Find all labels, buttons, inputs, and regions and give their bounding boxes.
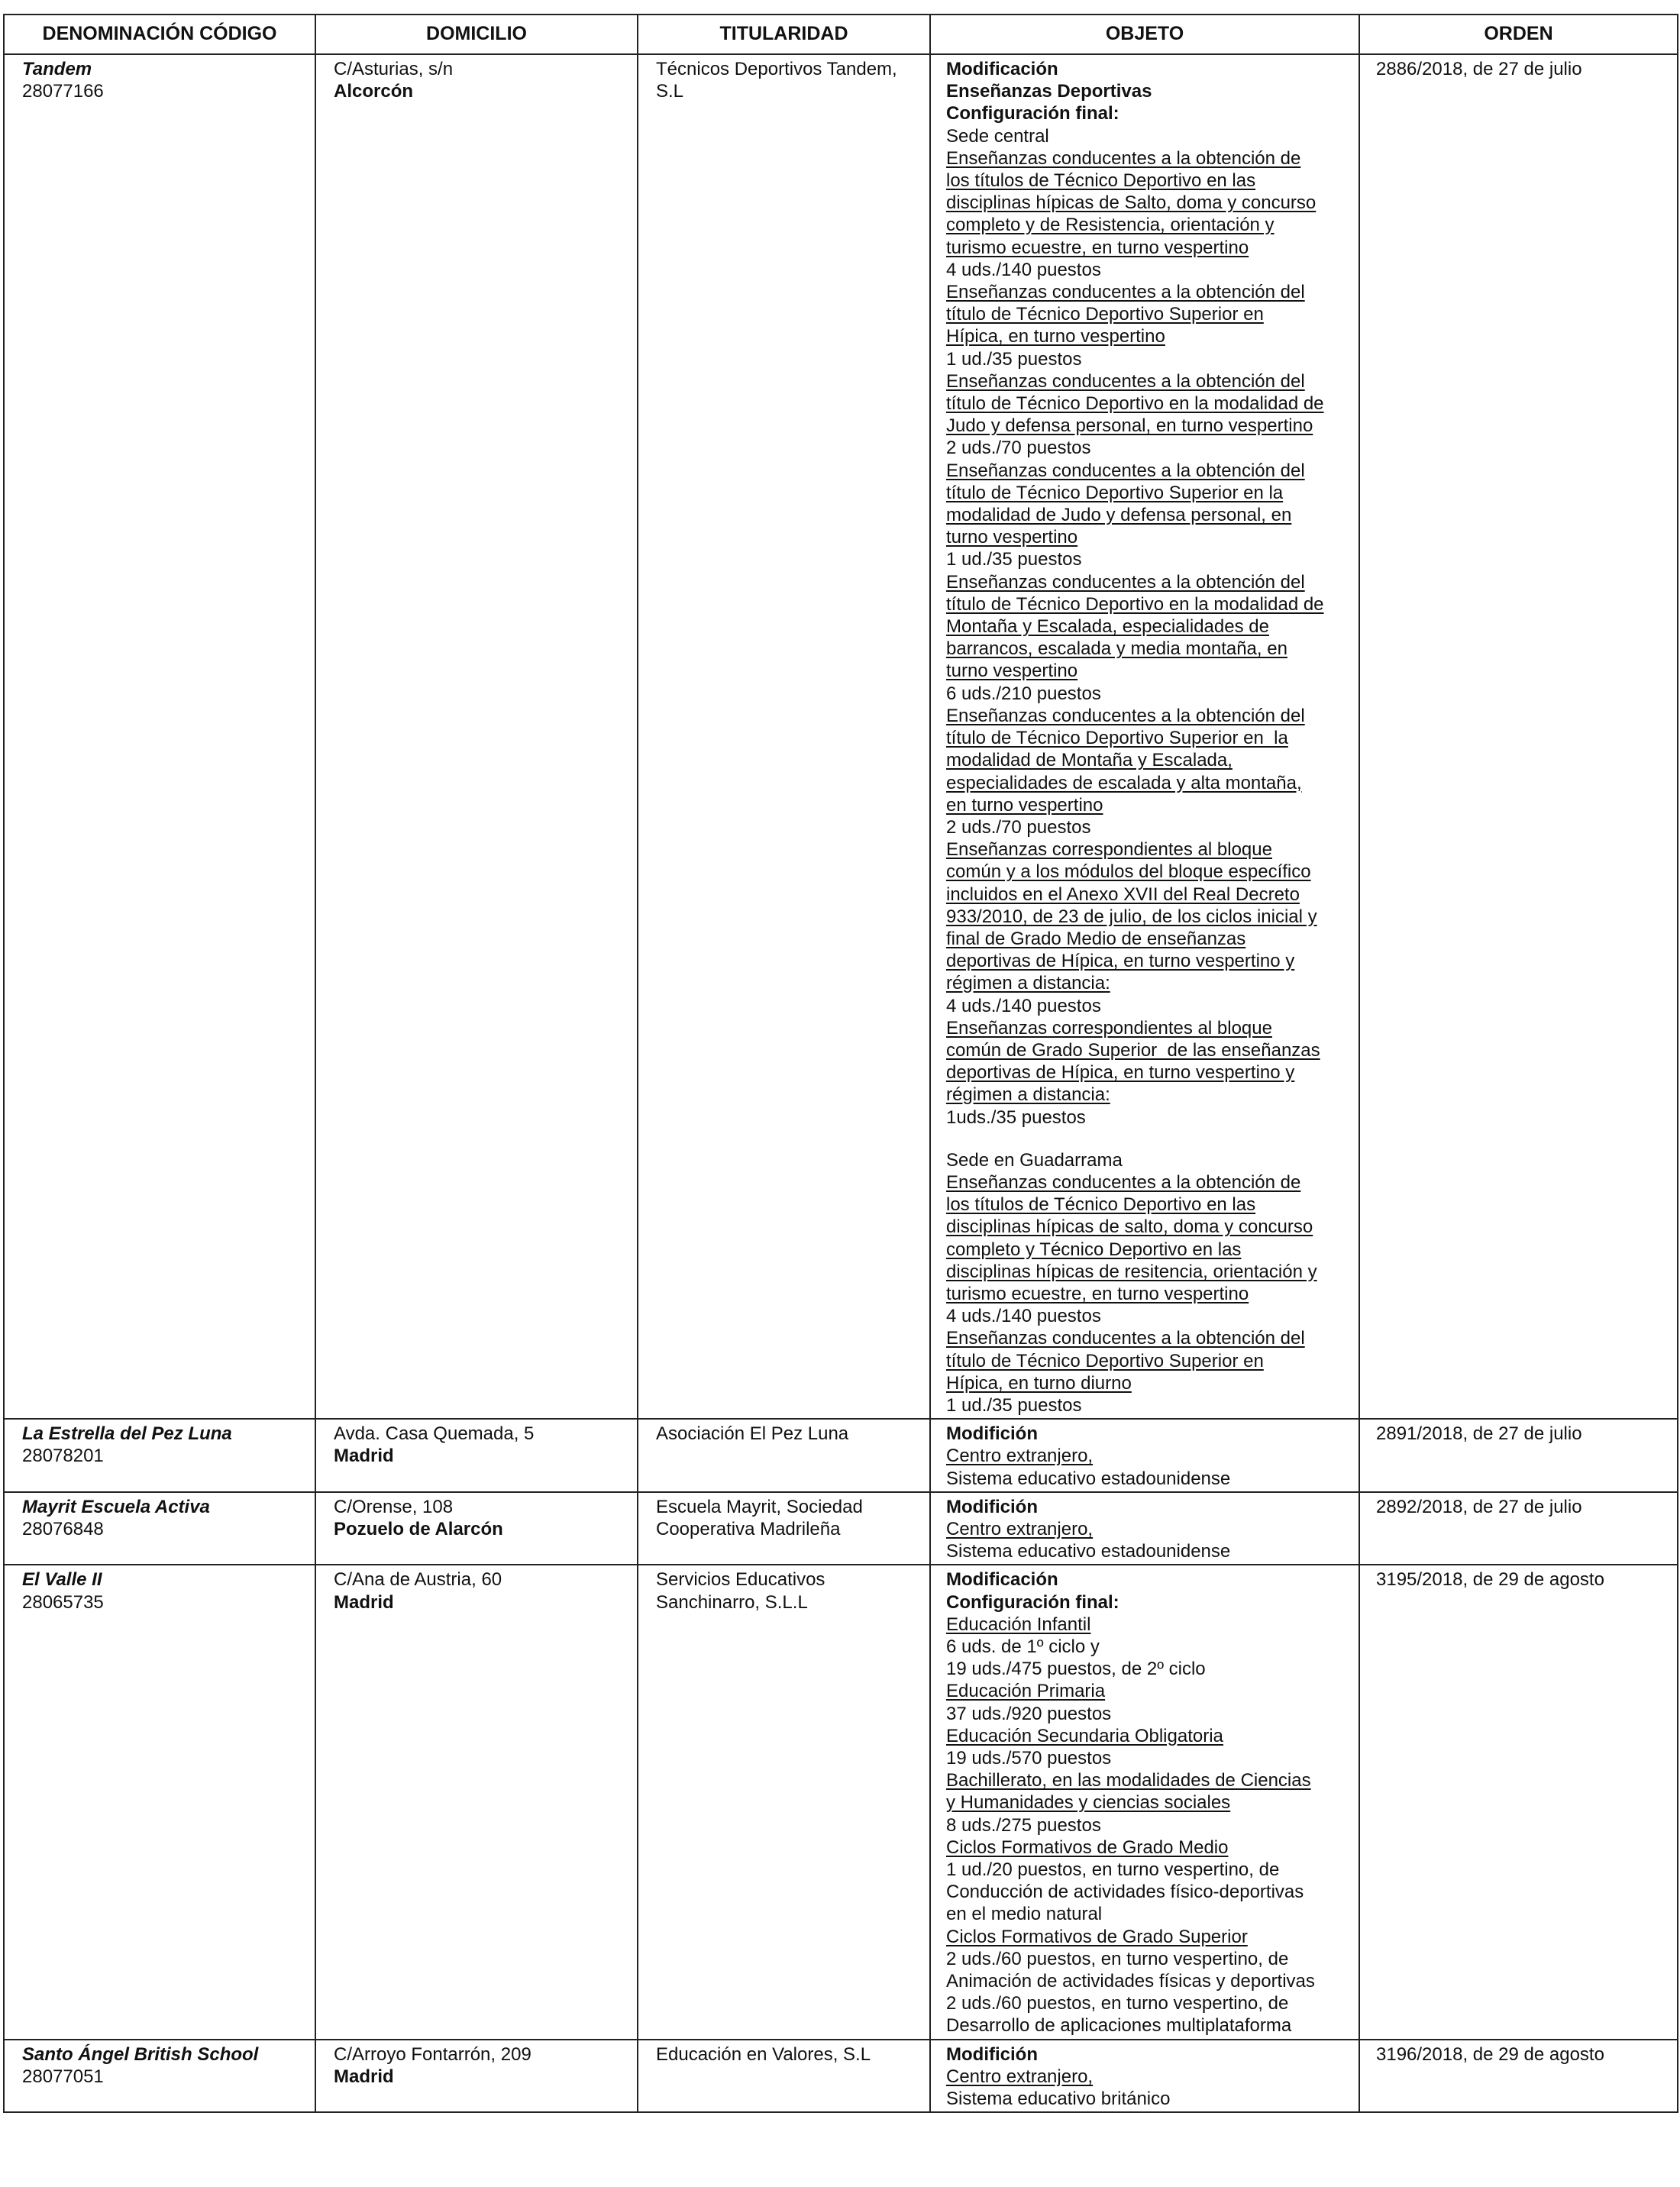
objeto-line: turno vespertino bbox=[946, 661, 1078, 682]
table-header-row bbox=[4, 15, 1678, 54]
objeto-line: Sistema educativo estadounidense bbox=[946, 1468, 1231, 1489]
cell-domicilio bbox=[315, 1565, 638, 2039]
objeto-lines bbox=[946, 58, 1354, 1417]
header-domicilio: DOMICILIO bbox=[315, 15, 638, 54]
cell-orden bbox=[1359, 54, 1678, 1419]
cell-orden bbox=[1359, 2040, 1678, 2113]
cell-denominacion bbox=[4, 2040, 315, 2113]
objeto-line: Sede central bbox=[946, 125, 1049, 147]
objeto-line: Desarrollo de aplicaciones multiplataforma bbox=[946, 2015, 1292, 2037]
objeto-spacer bbox=[946, 1129, 1354, 1149]
objeto-line: régimen a distancia: bbox=[946, 1084, 1110, 1106]
center-address: C/Ana de Austria, 60 bbox=[334, 1569, 502, 1591]
objeto-line: 2 uds./60 puestos, en turno vespertino, de bbox=[946, 1948, 1289, 1969]
center-address: Avda. Casa Quemada, 5 bbox=[334, 1423, 535, 1445]
objeto-line: disciplinas hípicas de salto, doma y concurso bbox=[946, 1216, 1313, 1238]
center-owner: Técnicos Deportivos Tandem, S.L bbox=[656, 59, 897, 102]
objeto-line: 19 uds./570 puestos bbox=[946, 1748, 1112, 1769]
objeto-line: título de Técnico Deportivo Superior en la bbox=[946, 482, 1284, 503]
center-city: Alcorcón bbox=[334, 81, 414, 102]
header-objeto: OBJETO bbox=[930, 15, 1359, 54]
objeto-line: 1 ud./35 puestos bbox=[946, 1394, 1082, 1416]
objeto-line: Sistema educativo británico bbox=[946, 2088, 1171, 2110]
objeto-line: en el medio natural bbox=[946, 1904, 1103, 1925]
objeto-line: modalidad de Judo y defensa personal, en bbox=[946, 505, 1292, 526]
objeto-line: especialidades de escalada y alta montaña, bbox=[946, 772, 1302, 793]
objeto-line: Enseñanzas correspondientes al bloque bbox=[946, 839, 1272, 861]
objeto-line: Sede en Guadarrama bbox=[946, 1149, 1123, 1171]
objeto-line: turno vespertino bbox=[946, 527, 1078, 548]
objeto-line: 4 uds./140 puestos bbox=[946, 1306, 1101, 1327]
objeto-line: disciplinas hípicas de resitencia, orientación y bbox=[946, 1261, 1317, 1282]
cell-orden bbox=[1359, 1565, 1678, 2039]
center-name: Santo Ángel British School bbox=[22, 2043, 259, 2065]
objeto-line: modalidad de Montaña y Escalada, bbox=[946, 750, 1233, 771]
objeto-line: Configuración final: bbox=[946, 103, 1119, 124]
center-city: Pozuelo de Alarcón bbox=[334, 1519, 503, 1539]
cell-objeto bbox=[930, 2040, 1359, 2113]
objeto-line: Centro extranjero, bbox=[946, 2066, 1094, 2087]
center-code: 28065735 bbox=[22, 1591, 104, 1613]
objeto-line: Enseñanzas conducentes a la obtención de bbox=[946, 1171, 1301, 1193]
objeto-line: Judo y defensa personal, en turno vespertino bbox=[946, 415, 1313, 437]
order-ref: 2891/2018, de 27 de julio bbox=[1376, 1423, 1582, 1445]
objeto-line: Enseñanzas conducentes a la obtención del bbox=[946, 705, 1305, 726]
table-row bbox=[4, 1419, 1678, 1492]
objeto-lines bbox=[946, 1496, 1354, 1563]
objeto-line: Enseñanzas conducentes a la obtención de bbox=[946, 147, 1301, 169]
objeto-line: deportivas de Hípica, en turno vespertino y bbox=[946, 951, 1295, 972]
cell-titularidad bbox=[638, 2040, 930, 2113]
objeto-line: título de Técnico Deportivo Superior en la bbox=[946, 728, 1288, 749]
center-city: Madrid bbox=[334, 2066, 394, 2087]
objeto-lines bbox=[946, 1568, 1354, 2037]
objeto-line: final de Grado Medio de enseñanzas bbox=[946, 928, 1246, 949]
objeto-line: Ciclos Formativos de Grado Medio bbox=[946, 1836, 1229, 1858]
center-code: 28078201 bbox=[22, 1446, 104, 1467]
objeto-line: 37 uds./920 puestos bbox=[946, 1703, 1112, 1724]
objeto-line: 1uds./35 puestos bbox=[946, 1106, 1086, 1128]
objeto-line: 2 uds./70 puestos bbox=[946, 816, 1091, 838]
cell-denominacion bbox=[4, 1419, 315, 1492]
center-owner: Servicios Educativos Sanchinarro, S.L.L bbox=[656, 1569, 825, 1613]
objeto-line: 933/2010, de 23 de julio, de los ciclos inicial y bbox=[946, 906, 1317, 927]
objeto-line: Configuración final: bbox=[946, 1591, 1119, 1613]
table-row bbox=[4, 2040, 1678, 2113]
cell-objeto bbox=[930, 1565, 1359, 2039]
cell-denominacion bbox=[4, 1492, 315, 1565]
header-titularidad: TITULARIDAD bbox=[638, 15, 930, 54]
table-row bbox=[4, 54, 1678, 1419]
center-owner: Asociación El Pez Luna bbox=[656, 1423, 849, 1445]
objeto-line: Montaña y Escalada, especialidades de bbox=[946, 616, 1269, 638]
objeto-line: deportivas de Hípica, en turno vespertino y bbox=[946, 1062, 1295, 1084]
objeto-line: Sistema educativo estadounidense bbox=[946, 1541, 1231, 1562]
objeto-line: Enseñanzas conducentes a la obtención del bbox=[946, 370, 1305, 392]
document-page bbox=[3, 14, 1677, 2113]
objeto-line: título de Técnico Deportivo Superior en bbox=[946, 1350, 1264, 1371]
center-address: C/Orense, 108 bbox=[334, 1496, 454, 1517]
objeto-line: 6 uds./210 puestos bbox=[946, 683, 1101, 704]
objeto-line: régimen a distancia: bbox=[946, 973, 1110, 994]
table-row bbox=[4, 1565, 1678, 2039]
objeto-line: Conducción de actividades físico-deportivas bbox=[946, 1882, 1304, 1903]
objeto-line: Modifición bbox=[946, 1496, 1038, 1517]
objeto-line: Hípica, en turno vespertino bbox=[946, 326, 1165, 347]
center-name: El Valle II bbox=[22, 1569, 102, 1591]
cell-titularidad bbox=[638, 1492, 930, 1565]
cell-objeto bbox=[930, 54, 1359, 1419]
objeto-line: Ciclos Formativos de Grado Superior bbox=[946, 1926, 1248, 1947]
objeto-line: 4 uds./140 puestos bbox=[946, 259, 1101, 280]
center-code: 28077166 bbox=[22, 81, 104, 102]
center-name: La Estrella del Pez Luna bbox=[22, 1423, 232, 1445]
cell-orden bbox=[1359, 1492, 1678, 1565]
objeto-line: y Humanidades y ciencias sociales bbox=[946, 1792, 1231, 1814]
cell-objeto bbox=[930, 1492, 1359, 1565]
objeto-line: Hípica, en turno diurno bbox=[946, 1372, 1132, 1394]
cell-denominacion bbox=[4, 54, 315, 1419]
objeto-line: Centro extranjero, bbox=[946, 1446, 1094, 1467]
objeto-lines bbox=[946, 2043, 1354, 2111]
centers-table bbox=[3, 14, 1678, 2113]
objeto-line: común de Grado Superior de las enseñanzas bbox=[946, 1039, 1320, 1061]
center-city: Madrid bbox=[334, 1591, 394, 1613]
cell-titularidad bbox=[638, 1565, 930, 2039]
center-code: 28076848 bbox=[22, 1519, 104, 1539]
order-ref: 3196/2018, de 29 de agosto bbox=[1376, 2043, 1604, 2065]
center-code: 28077051 bbox=[22, 2066, 104, 2087]
objeto-line: título de Técnico Deportivo Superior en bbox=[946, 304, 1264, 325]
header-denominacion: DENOMINACIÓN CÓDIGO bbox=[4, 15, 315, 54]
cell-domicilio bbox=[315, 2040, 638, 2113]
cell-denominacion bbox=[4, 1565, 315, 2039]
objeto-line: Enseñanzas Deportivas bbox=[946, 81, 1152, 102]
objeto-line: Modificación bbox=[946, 59, 1058, 79]
objeto-line: Animación de actividades físicas y deportivas bbox=[946, 1971, 1315, 1992]
objeto-line: común y a los módulos del bloque específico bbox=[946, 861, 1311, 883]
center-address: C/Arroyo Fontarrón, 209 bbox=[334, 2043, 531, 2065]
objeto-line: 2 uds./70 puestos bbox=[946, 438, 1091, 459]
cell-objeto bbox=[930, 1419, 1359, 1492]
order-ref: 3195/2018, de 29 de agosto bbox=[1376, 1569, 1604, 1591]
objeto-line: Centro extranjero, bbox=[946, 1519, 1094, 1539]
objeto-line: Educación Infantil bbox=[946, 1614, 1091, 1635]
header-orden: ORDEN bbox=[1359, 15, 1678, 54]
objeto-line: Educación Primaria bbox=[946, 1681, 1106, 1702]
objeto-line: 6 uds. de 1º ciclo y bbox=[946, 1636, 1100, 1658]
objeto-line: 1 ud./35 puestos bbox=[946, 348, 1082, 370]
center-name: Mayrit Escuela Activa bbox=[22, 1496, 210, 1517]
objeto-line: completo y Técnico Deportivo en las bbox=[946, 1239, 1242, 1260]
cell-orden bbox=[1359, 1419, 1678, 1492]
objeto-line: 19 uds./475 puestos, de 2º ciclo bbox=[946, 1659, 1206, 1680]
objeto-line: Enseñanzas conducentes a la obtención del bbox=[946, 1328, 1305, 1349]
objeto-line: Modifición bbox=[946, 1423, 1038, 1445]
objeto-line: incluidos en el Anexo XVII del Real Decreto bbox=[946, 884, 1300, 905]
cell-domicilio bbox=[315, 1419, 638, 1492]
objeto-line: completo y de Resistencia, orientación y bbox=[946, 215, 1275, 236]
objeto-line: Enseñanzas conducentes a la obtención del bbox=[946, 282, 1305, 303]
objeto-line: turismo ecuestre, en turno vespertino bbox=[946, 237, 1249, 258]
objeto-line: Modificación bbox=[946, 1569, 1058, 1591]
center-owner: Escuela Mayrit, Sociedad Cooperativa Madrileña bbox=[656, 1496, 863, 1539]
objeto-line: turismo ecuestre, en turno vespertino bbox=[946, 1283, 1249, 1304]
table-row bbox=[4, 1492, 1678, 1565]
objeto-line: título de Técnico Deportivo en la modalidad de bbox=[946, 593, 1324, 615]
objeto-line: 8 uds./275 puestos bbox=[946, 1814, 1101, 1836]
center-name: Tandem bbox=[22, 59, 92, 79]
objeto-line: título de Técnico Deportivo en la modalidad de bbox=[946, 393, 1324, 415]
center-city: Madrid bbox=[334, 1446, 394, 1467]
objeto-line: Enseñanzas conducentes a la obtención del bbox=[946, 571, 1305, 593]
objeto-lines bbox=[946, 1423, 1354, 1490]
objeto-line: Educación Secundaria Obligatoria bbox=[946, 1725, 1223, 1746]
objeto-line: en turno vespertino bbox=[946, 794, 1103, 816]
cell-domicilio bbox=[315, 54, 638, 1419]
objeto-line: 1 ud./20 puestos, en turno vespertino, de bbox=[946, 1859, 1280, 1881]
objeto-line: Bachillerato, en las modalidades de Ciencias bbox=[946, 1770, 1311, 1791]
order-ref: 2892/2018, de 27 de julio bbox=[1376, 1496, 1582, 1517]
objeto-line: 1 ud./35 puestos bbox=[946, 549, 1082, 570]
objeto-line: los títulos de Técnico Deportivo en las bbox=[946, 1194, 1256, 1216]
objeto-line: disciplinas hípicas de Salto, doma y concurso bbox=[946, 192, 1317, 214]
objeto-line: 4 uds./140 puestos bbox=[946, 995, 1101, 1016]
order-ref: 2886/2018, de 27 de julio bbox=[1376, 59, 1582, 79]
objeto-line: barrancos, escalada y media montaña, en bbox=[946, 638, 1287, 660]
cell-domicilio bbox=[315, 1492, 638, 1565]
center-owner: Educación en Valores, S.L bbox=[656, 2043, 871, 2065]
objeto-line: Enseñanzas conducentes a la obtención del bbox=[946, 460, 1305, 481]
cell-titularidad bbox=[638, 1419, 930, 1492]
center-address: C/Asturias, s/n bbox=[334, 59, 454, 79]
objeto-line: 2 uds./60 puestos, en turno vespertino, de bbox=[946, 1993, 1289, 2014]
cell-titularidad bbox=[638, 54, 930, 1419]
objeto-line: los títulos de Técnico Deportivo en las bbox=[946, 170, 1256, 192]
objeto-line: Enseñanzas correspondientes al bloque bbox=[946, 1017, 1272, 1039]
objeto-line: Modifición bbox=[946, 2043, 1038, 2065]
